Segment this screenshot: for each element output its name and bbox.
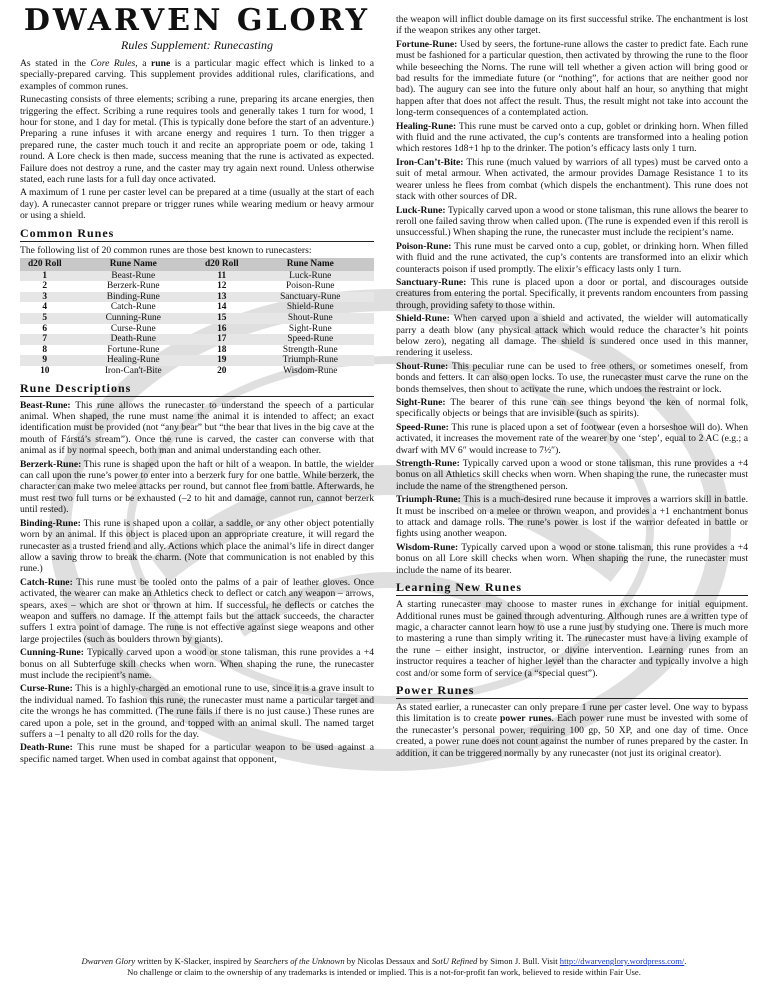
rune-name-cell: Poison-Rune [286, 281, 335, 292]
rune-name-cell: Sanctuary-Rune [247, 292, 374, 303]
rune-name: Fortune-Rune: [396, 38, 458, 50]
rune-text: This is a highly-charged an emotional rune to use, since it is a grave insult to the individual named. To fashion this rune, the runecaster must name a particular target and cite the wrongs he has committed. (The rune fails if there is no just cause.) These runes are cared upon a pole, set in the ground, and topped with an animal skull. The named target suffers a –1 penalty to all d20 rolls for the day. [20, 683, 374, 740]
left-column [20, 0, 374, 767]
rune-name-cell: Speed-Rune [247, 334, 374, 345]
rune-name-cell: Luck-Rune [247, 271, 374, 282]
intro-paragraph-3: A maximum of 1 rune per caster level can be prepared at a time (usually at the start of each day). A runecaster cannot prepare or trigger runes while wearing medium or heavy armour or using a shield. [20, 187, 374, 222]
rune-name-cell: Catch-Rune [110, 302, 156, 313]
table-row [20, 355, 374, 366]
rune-name: Curse-Rune: [20, 683, 73, 695]
common-runes-heading: Common Runes [20, 226, 374, 242]
rune-name-cell: Healing-Rune [70, 355, 197, 366]
roll-cell: 17 [197, 334, 247, 345]
rune-name: Sanctuary-Rune: [396, 276, 467, 288]
rune-name: Cunning-Rune: [20, 647, 84, 659]
rune-text: This rune is shaped upon the haft or hilt of a weapon. In battle, the wielder can call upon the rune’s power to enter into a berzerk fury for one battle. While berzerk, the character can make two melee attacks per round, but cannot flee from battle. Afterwards, he must rest two full turns or be exhausted (–2 to hit and damage, cannot run, cannot berzerk until rested). [20, 458, 374, 516]
rune-description [396, 205, 748, 239]
table-row [20, 271, 374, 282]
rune-description [20, 518, 374, 575]
rune-description [396, 121, 748, 155]
rune-description [396, 241, 748, 275]
roll-cell: 19 [197, 355, 247, 366]
rune-description [20, 577, 374, 645]
rune-text: This rune must be carved onto a cup, goblet or drinking horn. When filled with fluid and the rune activated, the cup’s contents are transformed into a healing potion which restores 1d8+1 hp to the drinker. The potion’s efficacy lasts only 1 turn. [396, 120, 748, 155]
roll-cell: 6 [42, 323, 48, 334]
rune-description [396, 313, 748, 359]
roll-cell: 8 [42, 344, 48, 355]
learning-runes-heading: Learning New Runes [396, 580, 748, 596]
rune-descriptions-heading: Rune Descriptions [20, 381, 374, 397]
rune-name-cell: Shout-Rune [247, 313, 374, 324]
power-runes-heading: Power Runes [396, 683, 748, 699]
rune-name: Catch-Rune: [20, 576, 73, 588]
rune-text: This rune is placed upon a set of footwear (even a horseshoe will do). When activated, it increases the movement rate of the wearer by one ‘step’, equal to 2 AC (e.g.; a dwarf with MV 6″ would increase to 7½″). [396, 421, 748, 456]
table-row [20, 324, 374, 335]
table-row [20, 334, 374, 345]
intro-paragraph-2: Runecasting consists of three elements; scribing a rune, preparing its arcane energies, then triggering the effect. Scribing a rune requires tools and generally takes 1 turn for wood, 1 hour for stone, and 1 day for metal. (This is typically done before the start of an adventure.) Preparing a rune infuses it with arcane energy and requires 1 turn. To then trigger a prepared rune, the caster much touch it and recite an appropriate poem or ode, taking 1 round. A Lore check is then made, success meaning that the rune is activated as expected. Failure does not destroy a rune, and the caster may try again next round. Unless otherwise stated, each rune lasts for a full day once activated. [20, 94, 374, 186]
rune-name: Strength-Rune: [396, 458, 460, 470]
rune-name-cell: Triumph-Rune [247, 355, 374, 366]
rune-name-cell: Iron-Can't-Bite [104, 366, 162, 377]
rune-name-cell: Berzerk-Rune [106, 281, 160, 292]
rune-name-cell: Shield-Rune [286, 302, 334, 313]
rune-name: Poison-Rune: [396, 240, 452, 252]
rune-text: Typically carved upon a wood or stone talisman, this rune allows the bearer to reroll one failed saving throw when called upon. (The rune is expended even if this reroll is unsuccessful.) When shaping the rune, the runecaster must include the recipient’s name. [396, 204, 748, 239]
rune-description [396, 494, 748, 540]
rune-text: This rune must be shaped for a particular weapon to be used against a specific named target. When used in combat against that opponent, [20, 742, 374, 765]
learning-runes-text: A starting runecaster may choose to master runes in exchange for initial equipment. Additional runes must be gained through adventuring. Although runes are a written type of magic, a character cannot learn how to use a rune just by studying one. There is much more to mastering a rune than simply writing it. The runecaster must have a living example of the rune – either insight, instructor, or divine intervention. Learning runes from an instructor requires a teacher of higher level than the character and typically involve a high cost and/or some form of service (a “special quest”). [396, 599, 748, 679]
roll-cell: 7 [20, 334, 70, 345]
rune-name: Beast-Rune: [20, 399, 71, 411]
header-roll-1: d20 Roll [20, 258, 70, 271]
rune-text: Typically carved upon a wood or stone talisman, this rune provides a +4 bonus on all Athletics skill checks when worn. When shaping the rune, the runecaster must include the name of the strengthened person. [396, 458, 748, 492]
rune-name: Luck-Rune: [396, 204, 446, 216]
roll-cell: 2 [42, 281, 48, 292]
roll-cell: 9 [20, 355, 70, 366]
rune-text: the weapon will inflict double damage on its first successful strike. The enchantment is lost if the weapon strikes any other target. [396, 14, 748, 37]
rune-name: Shout-Rune: [396, 360, 449, 372]
rune-text: This rune must be carved onto a cup, goblet, or drinking horn. When filled with fluid and the rune activated, the cup’s contents are transformed into an elixir which counteracts poison if used promptly. The elixir’s efficacy lasts only 1 turn. [396, 240, 748, 275]
rune-name-cell: Death-Rune [70, 334, 197, 345]
rune-description [20, 647, 374, 681]
rune-table [20, 258, 374, 377]
roll-cell: 4 [42, 302, 48, 313]
footer [0, 956, 768, 978]
rune-description [396, 397, 748, 420]
table-row [20, 345, 374, 356]
rune-table-header [20, 258, 374, 271]
footer-credits: Dwarven Glory written by K-Slacker, inspired by Searchers of the Unknown by Nicolas Dessaux and SotU Refined by Simon J. Bull. Visit http://dwarvenglory.wordpress.com/. [81, 956, 687, 966]
table-row [20, 281, 374, 292]
rune-name: Shield-Rune: [396, 313, 450, 325]
rune-text: Typically carved upon a wood or stone talisman, this rune provides a +4 bonus on all Subterfuge skill checks when worn. When shaping the rune, the runecaster must include the recipient’s name. [20, 647, 374, 681]
table-row [20, 313, 374, 324]
roll-cell: 14 [217, 302, 227, 313]
rune-table-body [20, 271, 374, 377]
rune-name-cell: Sight-Rune [288, 323, 332, 334]
page-subtitle: Rules Supplement: Runecasting [121, 38, 273, 52]
table-row [20, 302, 374, 313]
rune-description [396, 14, 748, 37]
rune-text: This rune is placed upon a door or portal, and discourages outside creatures from entering the portal. Specifically, it prevents random encounters from passing through, providing safety to those within. [396, 276, 748, 311]
rune-text: The bearer of this rune can see things beyond the ken of normal folk, specifically objects or beings that are invisible (such as spirits). [396, 397, 748, 420]
right-column [396, 0, 748, 761]
rune-text: This is a much-desired rune because it improves a warriors skill in battle. It must be inscribed on a melee or thrown weapon, and provides a +1 enchantment bonus to attack and damage rolls. The rune’s power is lost if the warrior defeated in battle or fights using another weapon. [396, 494, 748, 540]
roll-cell: 3 [20, 292, 70, 303]
rune-description [20, 742, 374, 765]
header-name-1: Rune Name [70, 258, 197, 271]
rune-description [396, 458, 748, 492]
left-rune-descriptions [20, 400, 374, 766]
rune-description [20, 459, 374, 516]
rune-text: This rune (much valued by warriors of all types) must be carved onto a suit of metal armour. When activated, the armour provides Damage Resistance 1 to its wearer unless he flees from combat (which dispels the enchantment). This rune does not stack with other sources of DR. [396, 156, 748, 203]
rune-description [396, 542, 748, 576]
rune-description [396, 422, 748, 456]
rune-text: This rune allows the runecaster to understand the speech of a particular animal. When shaped, the rune must name the animal it is intended to affect; an exact identification must be provided (not “any bear” but “the bear that lives in the big cave at the mouth of Fárstá’s stream”). Once the rune is carved, the caster can converse with that animal as if by normal speech, both man and animal understanding each other. [20, 399, 374, 457]
rune-name-cell: Cunning-Rune [70, 313, 197, 324]
roll-cell: 5 [20, 313, 70, 324]
rune-name-cell: Binding-Rune [70, 292, 197, 303]
rune-text: When carved upon a shield and activated, the wielder will automatically parry a death blow (any physical attack which would reduce the character’s hit points below zero), negating all damage. The shield is sundered once used in this manner, rendering it useless. [396, 313, 748, 359]
rune-description [396, 157, 748, 203]
table-row [20, 292, 374, 303]
roll-cell: 1 [20, 271, 70, 282]
roll-cell: 20 [217, 366, 227, 377]
rune-name-cell: Fortune-Rune [107, 344, 160, 355]
rune-name: Sight-Rune: [396, 397, 446, 408]
rune-text: Typically carved upon a wood or stone talisman, this rune provides a +4 bonus on all Lore skill checks when worn. When shaping the rune, the runecaster must include the name of its bearer. [396, 541, 748, 576]
rune-name: Triumph-Rune: [396, 494, 461, 506]
rune-description [396, 277, 748, 311]
rune-description [20, 400, 374, 457]
header-name-2: Rune Name [247, 258, 374, 271]
roll-cell: 11 [197, 271, 247, 282]
rune-description [20, 683, 374, 740]
rune-name: Berzerk-Rune: [20, 458, 82, 470]
rune-name: Binding-Rune: [20, 517, 81, 529]
roll-cell: 12 [217, 281, 227, 292]
roll-cell: 13 [197, 292, 247, 303]
rune-name-cell: Wisdom-Rune [283, 366, 338, 377]
roll-cell: 18 [217, 344, 227, 355]
rune-text: Used by seers, the fortune-rune allows the caster to predict fate. Each rune must be fashioned for a particular question, then activated by throwing the rune to the floor while beseeching the Norns. The rune will tell whether a given action will bring good or bad results for the immediate future (or “nothing”, for actions that are neither good nor bad). The augury can see into the future only about half an hour, so anything that might happen after that does not affect the result. Thus, the result might not take into account the long-term consequences of a contemplated action. [396, 38, 748, 119]
power-runes-text: As stated earlier, a runecaster can only prepare 1 rune per caster level. One way to bypass this limitation is to create power runes. Each power rune must be invested with some of the runecaster’s personal power, requiring 100 gp, 50 XP, and one day of time. Once created, a power rune does not count against the number of runes prepared by the caster. In addition, it can be triggered normally by any runecaster (not just its original creator). [396, 701, 748, 759]
intro-paragraph-1: As stated in the Core Rules, a rune is a particular magic effect which is linked to a specially-prepared carving. This supplement provides additional rules, clarifications, and examples of common runes. [20, 58, 374, 92]
rune-name-cell: Curse-Rune [110, 323, 156, 334]
rune-name: Speed-Rune: [396, 421, 449, 433]
rune-description [396, 361, 748, 395]
roll-cell: 10 [40, 366, 50, 377]
rune-text: This rune is shaped upon a collar, a saddle, or any other object potentially worn by an animal. If this object is placed upon an appropriate creature, it will regard the runecaster as a trusted friend and ally. Actions which place the animal’s life in direct danger allow a saving throw to break the charm. (Note that communication is not enabled by this rune.) [20, 517, 374, 575]
right-rune-descriptions [396, 14, 748, 576]
website-link[interactable]: http://dwarvenglory.wordpress.com/ [559, 956, 685, 966]
rune-name: Healing-Rune: [396, 120, 457, 132]
rune-description [396, 39, 748, 119]
common-runes-intro: The following list of 20 common runes are those best known to runecasters: [20, 244, 312, 256]
roll-cell: 16 [217, 323, 227, 334]
table-row [20, 366, 374, 377]
rune-name: Wisdom-Rune: [396, 541, 459, 553]
rune-name: Iron-Can’t-Bite: [396, 156, 464, 168]
rune-text: This rune must be tooled onto the palms of a pair of leather gloves. Once activated, the wearer can make an Athletics check to deflect or catch any weapon – arrows, spears, axes – which are shot or thrown at him. If successful, he deflects or catches the weapon and suffers no damage. If the attempt fails but the attack succeeds, the character suffers 1 extra point of damage. The rune is not effective against siege weapons and other large projectiles (such as boulders thrown by giants). [20, 576, 374, 645]
rune-text: This peculiar rune can be used to free others, or sometimes oneself, from bonds and fetters. It can also open locks. To use, the runecaster must carve the rune on the bonds themselves, then shout to activate the rune, which undoes the restraint or lock. [396, 360, 748, 395]
roll-cell: 15 [197, 313, 247, 324]
rune-name-cell: Beast-Rune [70, 271, 197, 282]
rune-name-cell: Strength-Rune [282, 344, 338, 355]
header-roll-2: d20 Roll [197, 258, 247, 271]
rune-name: Death-Rune: [20, 742, 73, 754]
footer-disclaimer: No challenge or claim to the ownership of any trademarks is intended or implied. This is a not-for-profit fan work, believed to reside within Fair Use. [127, 967, 641, 977]
page-title: DWARVEN GLORY [23, 3, 371, 38]
